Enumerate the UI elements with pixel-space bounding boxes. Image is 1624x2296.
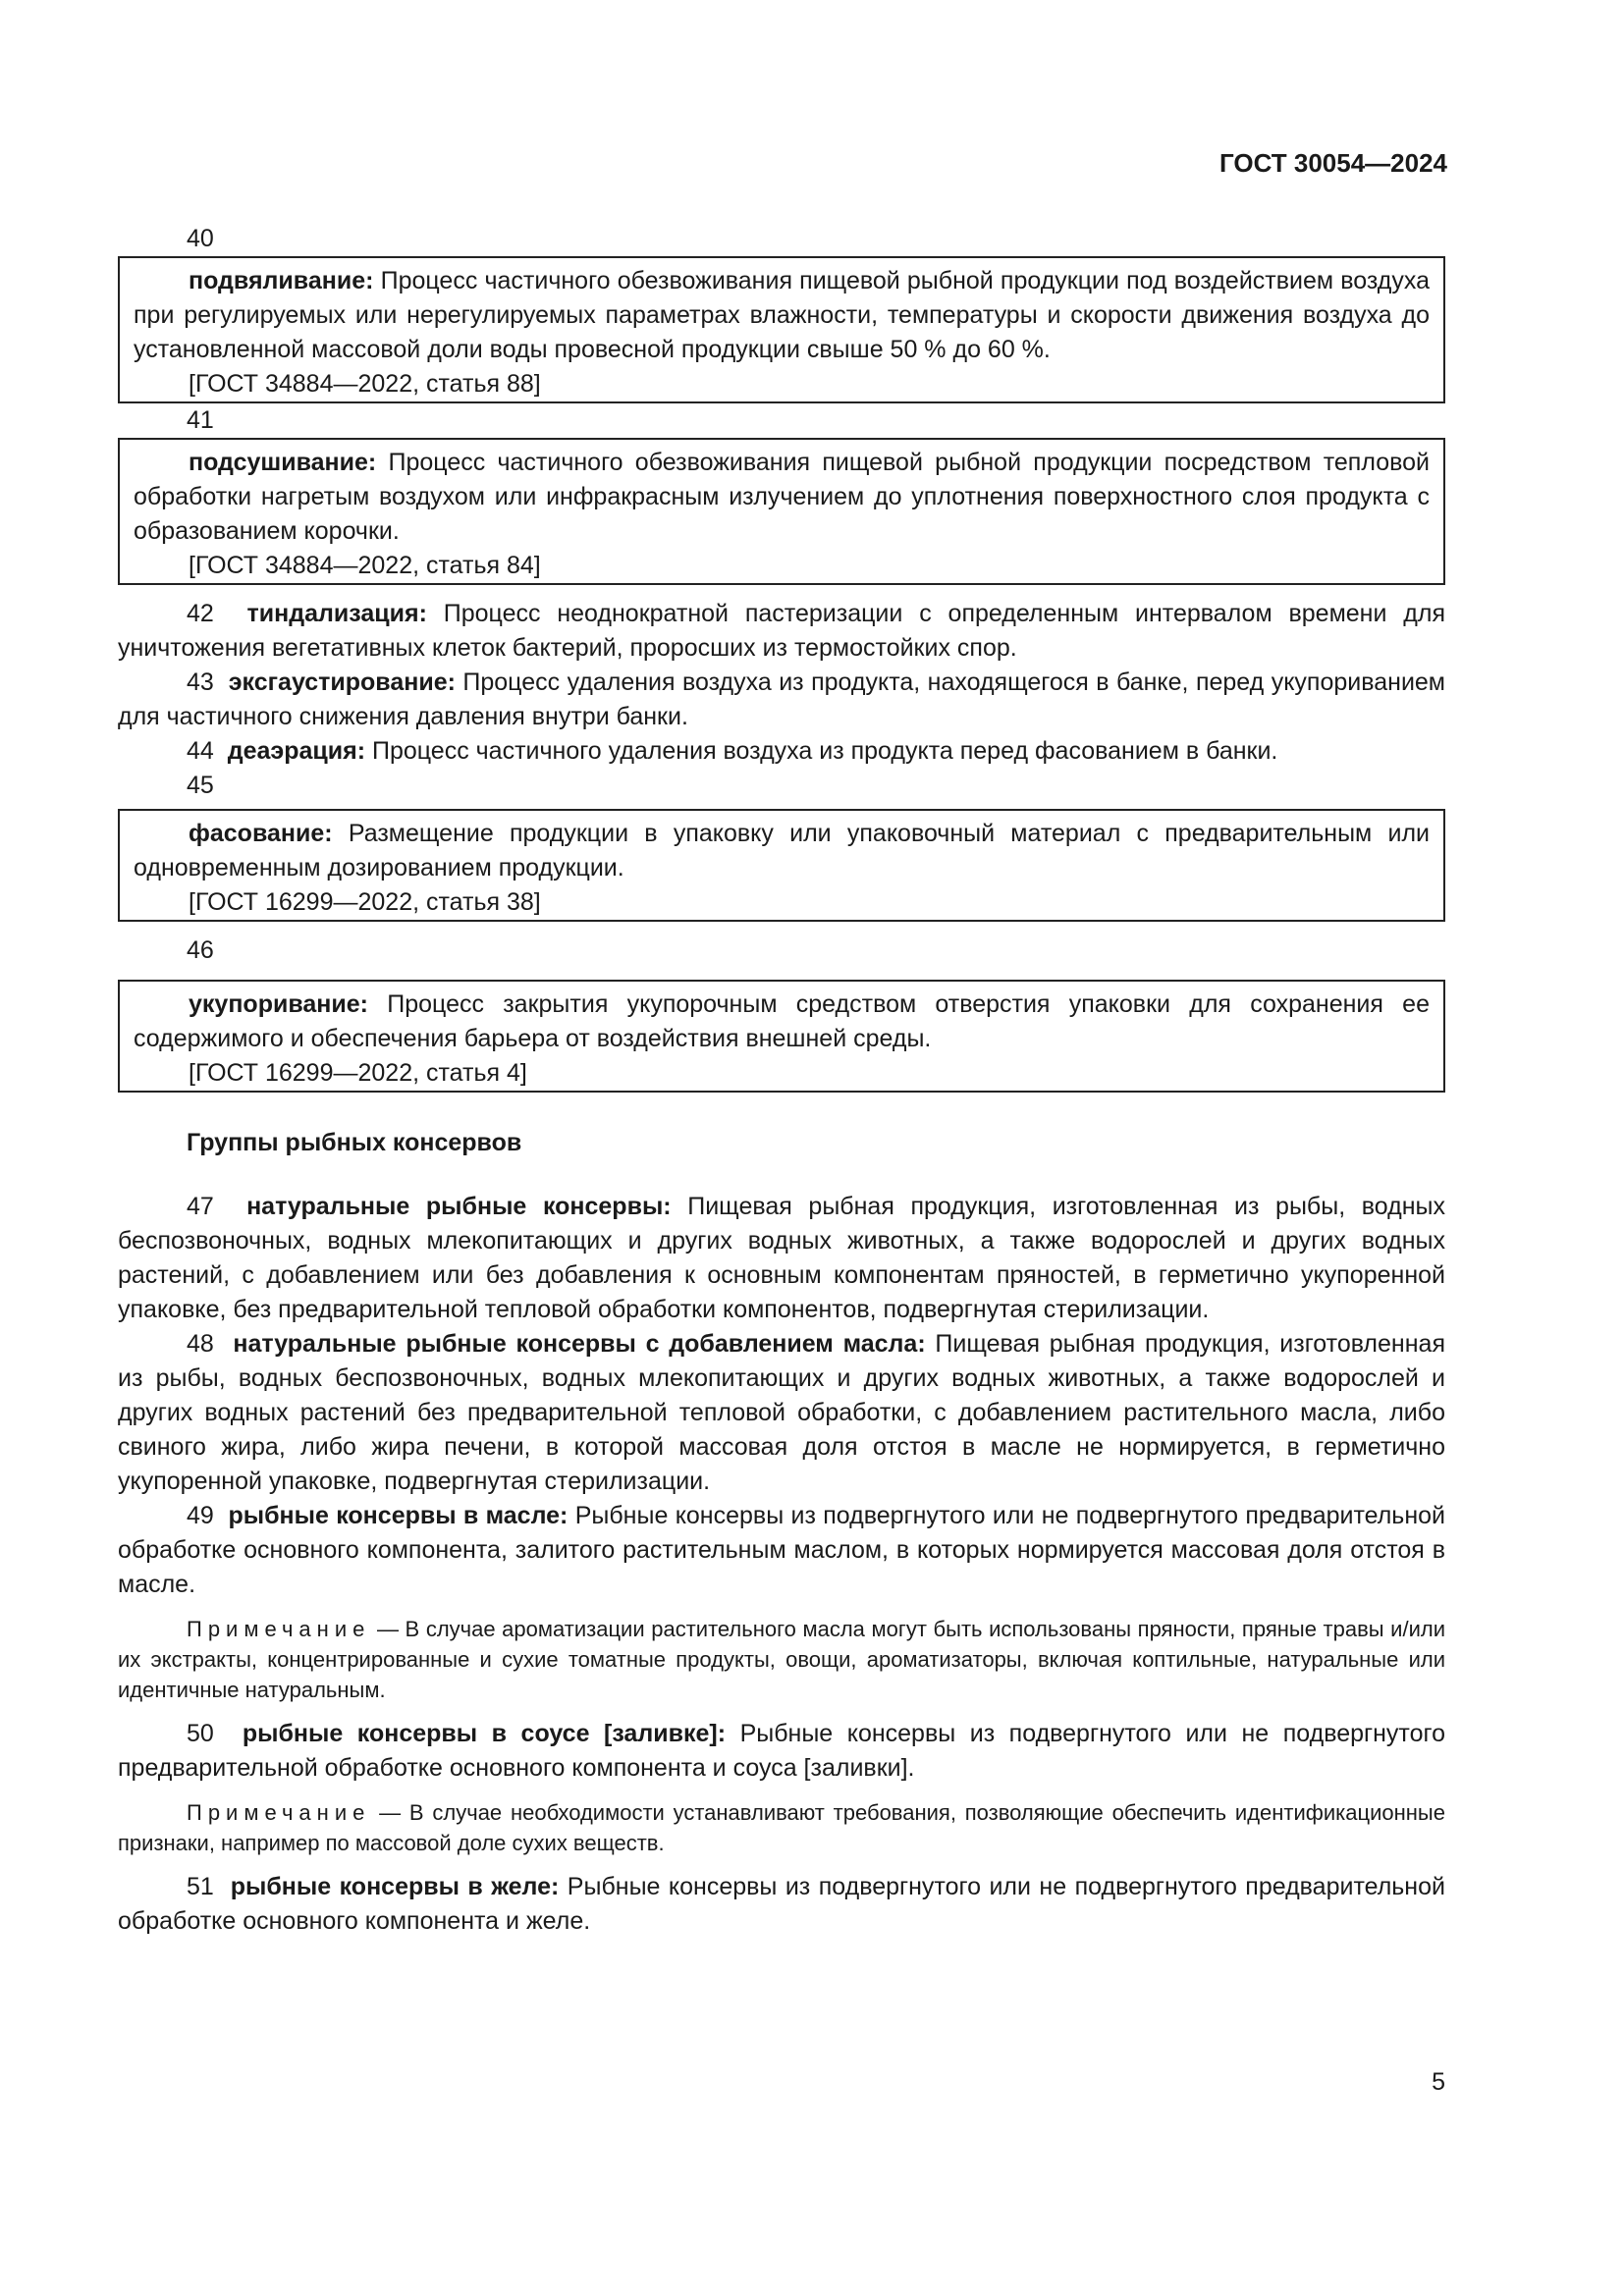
term-number: 43 xyxy=(187,668,214,696)
term-paragraph xyxy=(118,666,1445,734)
term-text: Процесс удаления воздуха из продукта, находящегося в банке, перед укупориванием для частичного снижения давления внутри банки. xyxy=(118,668,1445,730)
term-title: рыбные консервы в соусе [заливке]: xyxy=(242,1720,727,1747)
term-number: 42 xyxy=(187,600,214,627)
term-title: деаэрация: xyxy=(227,737,366,765)
note-text: — В случае ароматизации растительного масла могут быть использованы пряности, пряные травы и/или их экстракты, концентрированные и сухие томатные продукты, овощи, ароматизаторы, включая коптильные, натуральные или идентичные натуральным. xyxy=(118,1617,1445,1702)
term-source: [ГОСТ 34884—2022, статья 84] xyxy=(189,552,541,579)
term-paragraph xyxy=(118,1870,1445,1939)
term-definition xyxy=(134,264,1430,367)
term-title: подсушивание: xyxy=(189,449,377,476)
section-heading: Группы рыбных консервов xyxy=(187,1129,522,1156)
term-number: 40 xyxy=(187,225,214,252)
term-box xyxy=(118,809,1445,922)
term-text: Размещение продукции в упаковку или упаковочный материал с предварительным или одновременным дозированием продукции. xyxy=(134,820,1430,881)
term-text: Процесс частичного обезвоживания пищевой рыбной продукции посредством тепловой обработки нагретым воздухом или инфракрасным излучением до уплотнения поверхностного слоя продукта с образованием корочки. xyxy=(134,449,1430,545)
term-paragraph xyxy=(118,597,1445,666)
note xyxy=(118,1614,1445,1705)
term-title: эксгаустирование: xyxy=(228,668,456,696)
term-paragraph xyxy=(118,1717,1445,1786)
term-paragraph xyxy=(118,1190,1445,1327)
term-number: 51 xyxy=(187,1873,214,1900)
term-text: Процесс частичного обезвоживания пищевой рыбной продукции под воздействием воздуха при регулируемых или нерегулируемых параметрах влажности, температуры и скорости движения воздуха до установленной массовой доли воды провесной продукции свыше 50 % до 60 %. xyxy=(134,267,1430,363)
term-number: 50 xyxy=(187,1720,214,1747)
term-text: Процесс частичного удаления воздуха из продукта перед фасованием в банки. xyxy=(371,737,1278,765)
term-title: фасование: xyxy=(189,820,333,847)
term-text: Пищевая рыбная продукция, изготовленная из рыбы, водных беспозвоночных, водных млекопитающих и других водных животных, а также водорослей и других водных растений без предварительной тепловой обработки, с добавлением растительного масла, либо свиного жира, либо жира печени, в которой массовая доля отстоя в масле не нормируется, в герметично укупоренной упаковке, подвергнутая стерилизации. xyxy=(118,1330,1445,1495)
term-number: 41 xyxy=(187,406,214,434)
term-number: 46 xyxy=(187,936,214,964)
term-text: Пищевая рыбная продукция, изготовленная из рыбы, водных беспозвоночных, водных млекопитающих и других водных животных, а также водорослей и других водных растений, с добавлением или без добавления к основным компонентам пряностей, в герметично укупоренной упаковке, без предварительной тепловой обработки компонентов, подвергнутая стерилизации. xyxy=(118,1193,1445,1323)
term-title: укупоривание: xyxy=(189,990,368,1018)
term-title: натуральные рыбные консервы: xyxy=(246,1193,672,1220)
term-text: Процесс закрытия укупорочным средством отверстия упаковки для сохранения ее содержимого и обеспечения барьера от воздействия внешней среды. xyxy=(134,990,1430,1052)
term-box xyxy=(118,438,1445,585)
page-number: 5 xyxy=(1432,2068,1445,2096)
term-paragraph xyxy=(118,1499,1445,1602)
term-source: [ГОСТ 16299—2022, статья 4] xyxy=(189,1059,527,1087)
note-text: — В случае необходимости устанавливают требования, позволяющие обеспечить идентификационные признаки, например по массовой доле сухих веществ. xyxy=(118,1800,1445,1855)
term-definition xyxy=(134,988,1430,1056)
term-title: тиндализация: xyxy=(246,600,427,627)
term-definition xyxy=(134,817,1430,885)
term-title: натуральные рыбные консервы с добавлением масла: xyxy=(233,1330,926,1358)
term-paragraph xyxy=(118,734,1445,769)
term-number: 47 xyxy=(187,1193,214,1220)
term-title: подвяливание: xyxy=(189,267,374,294)
term-source: [ГОСТ 16299—2022, статья 38] xyxy=(189,888,541,916)
note-label: Примечание xyxy=(187,1800,371,1825)
term-title: рыбные консервы в желе: xyxy=(230,1873,560,1900)
term-number: 44 xyxy=(187,737,214,765)
term-text: Рыбные консервы из подвергнутого или не подвергнутого предварительной обработке основного компонента и желе. xyxy=(118,1873,1445,1935)
term-definition xyxy=(134,446,1430,549)
note xyxy=(118,1797,1445,1858)
term-text: Процесс неоднократной пастеризации с определенным интервалом времени для уничтожения вегетативных клеток бактерий, проросших из термостойких спор. xyxy=(118,600,1445,662)
term-title: рыбные консервы в масле: xyxy=(228,1502,568,1529)
term-text: Рыбные консервы из подвергнутого или не подвергнутого предварительной обработке основного компонента и соуса [заливки]. xyxy=(118,1720,1445,1782)
page-content xyxy=(118,222,1445,1939)
note-label: Примечание xyxy=(187,1617,371,1641)
term-text: Рыбные консервы из подвергнутого или не подвергнутого предварительной обработке основного компонента, залитого растительным маслом, в которых нормируется массовая доля отстоя в масле. xyxy=(118,1502,1446,1598)
term-source: [ГОСТ 34884—2022, статья 88] xyxy=(189,370,541,398)
term-number: 45 xyxy=(187,772,214,799)
term-number: 48 xyxy=(187,1330,214,1358)
term-box xyxy=(118,980,1445,1093)
term-paragraph xyxy=(118,1327,1445,1499)
term-number: 49 xyxy=(187,1502,214,1529)
term-box xyxy=(118,256,1445,403)
document-number: ГОСТ 30054—2024 xyxy=(1219,148,1447,178)
